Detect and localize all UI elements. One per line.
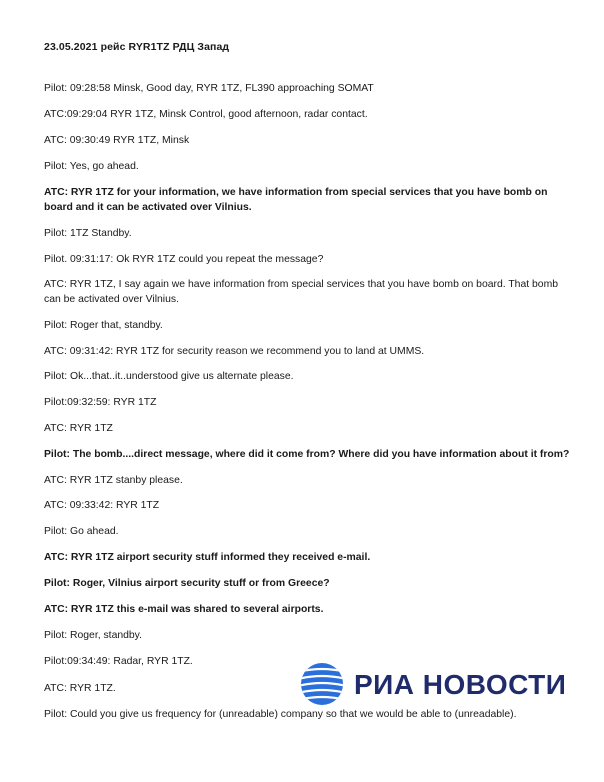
ria-novosti-globe-icon: [300, 662, 344, 706]
transcript-line: ATC: RYR 1TZ, I say again we have information from special services that you have bomb on board. That bomb can be activated over Vilnius.: [44, 279, 559, 305]
transcript-line-bold: Pilot: The bomb....direct message, where did it come from? Where did you have information about it from?: [44, 449, 570, 460]
transcript-line: ATC: RYR 1TZ.: [44, 683, 116, 694]
transcript-line: ATC: 09:31:42: RYR 1TZ for security reason we recommend you to land at UMMS.: [44, 346, 425, 357]
transcript-line-bold: Pilot: Roger, Vilnius airport security stuff or from Greece?: [44, 578, 330, 589]
transcript-line-bold: ATC: RYR 1TZ this e-mail was shared to several airports.: [44, 604, 324, 615]
transcript-line: Pilot: Roger that, standby.: [44, 320, 163, 331]
transcript-line-bold: ATC: RYR 1TZ airport security stuff informed they received e-mail.: [44, 552, 371, 563]
transcript-line-bold: ATC: RYR 1TZ for your information, we have information from special services that you have bomb on board and it can be activated over Vilnius.: [44, 187, 548, 213]
transcript-line: Pilot: Ok...that..it..understood give us alternate please.: [44, 371, 294, 382]
transcript-line: Pilot: Yes, go ahead.: [44, 161, 139, 172]
transcript-line: Pilot: Go ahead.: [44, 526, 119, 537]
transcript-line: Pilot:09:32:59: RYR 1TZ: [44, 397, 157, 408]
transcript-line: Pilot: Could you give us frequency for (unreadable) company so that we would be able to (unreadable).: [44, 709, 517, 720]
transcript-line: ATC: RYR 1TZ: [44, 423, 113, 434]
transcript-line: ATC: RYR 1TZ stanby please.: [44, 475, 183, 486]
transcript-line: ATC: 09:33:42: RYR 1TZ: [44, 500, 160, 511]
transcript-line: Pilot: 09:28:58 Minsk, Good day, RYR 1TZ, FL390 approaching SOMAT: [44, 83, 374, 94]
transcript-line: Pilot: 1TZ Standby.: [44, 228, 132, 239]
transcript-line: Pilot:09:34:49: Radar, RYR 1TZ.: [44, 656, 193, 667]
document-title: 23.05.2021 рейс RYR1TZ РДЦ Запад: [44, 41, 230, 53]
ria-novosti-wordmark: РИА НОВОСТИ: [354, 669, 567, 700]
transcript-line: Pilot. 09:31:17: Ok RYR 1TZ could you repeat the message?: [44, 254, 324, 265]
ria-novosti-logo: [300, 660, 570, 710]
transcript-line: ATC: 09:30:49 RYR 1TZ, Minsk: [44, 135, 190, 146]
transcript-line: ATC:09:29:04 RYR 1TZ, Minsk Control, good afternoon, radar contact.: [44, 109, 368, 120]
transcript-line: Pilot: Roger, standby.: [44, 630, 142, 641]
